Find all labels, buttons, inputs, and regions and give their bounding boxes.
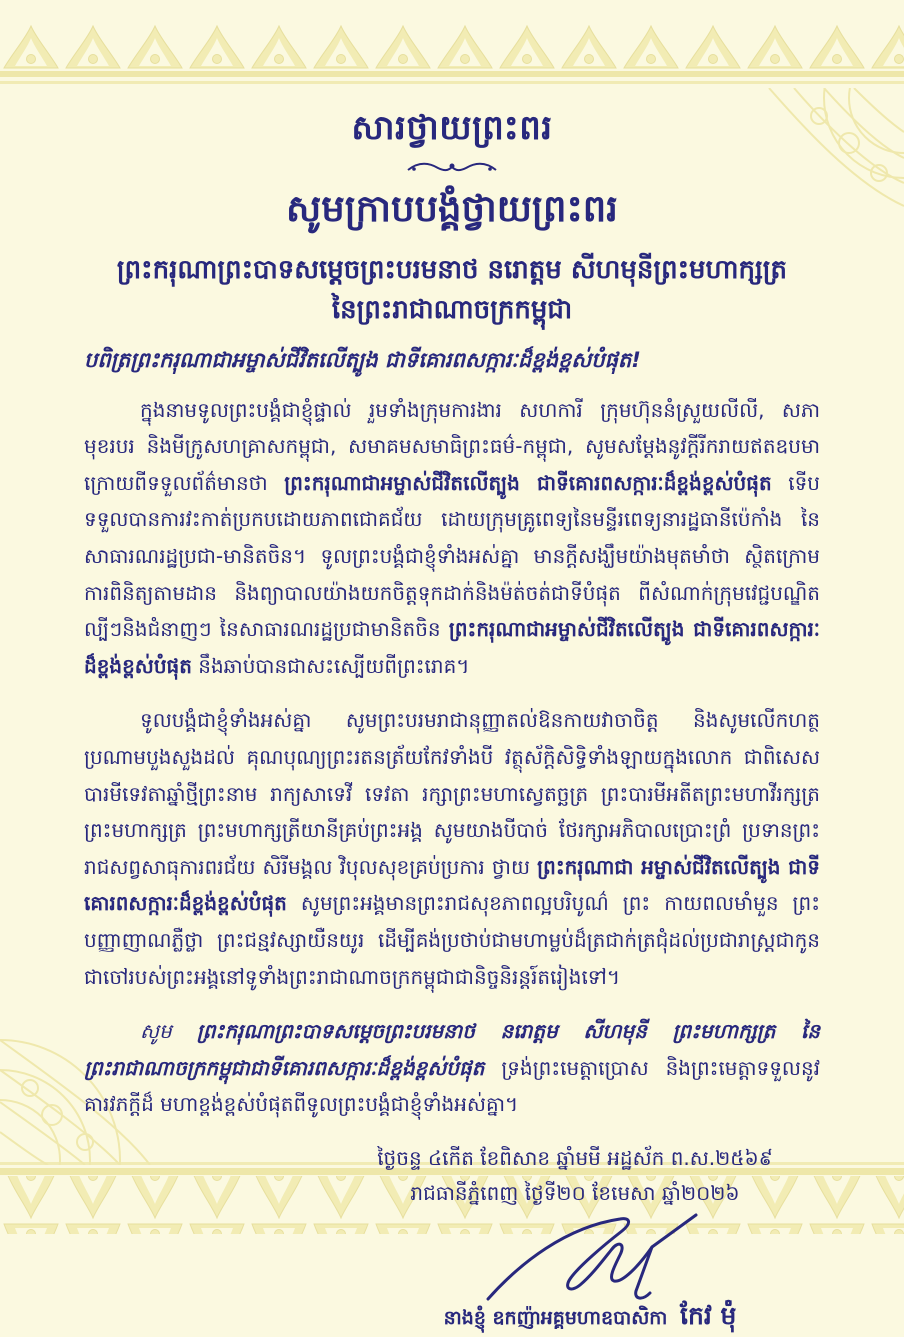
top-ornamental-border bbox=[0, 24, 904, 90]
text-run: ព្រះករុណាជាអម្ចាស់ជីវិតលើត្បូង ជាទីគោរពសក្ការៈដ៏ខ្ពង់ខ្ពស់បំផុត bbox=[84, 617, 820, 678]
gregorian-date-line: រាជធានីភ្នំពេញ ថ្ងៃទី២០ ខែមេសា ឆ្នាំ២០២៦ bbox=[410, 1180, 740, 1205]
secondary-title: សូមក្រាបបង្គំថ្វាយព្រះពរ bbox=[286, 187, 618, 230]
paragraph-2 bbox=[84, 702, 820, 995]
text-run: ទើប ទទួលបានការវះកាត់ប្រកបដោយភាពជោគជ័យ ដោយក្រុមគ្រូពេទ្យនៃមន្ទីរពេទ្យនារដ្ឋធានីប៉េកាំង នៃសាធារណរដ្ឋប្រជា-មានិតចិន។ ទូលព្រះបង្គំជាខ្ញុំទាំងអស់គ្នា មានក្តីសង្ឃឹមយ៉ាងមុតមាំថា ស្ថិតក្រោមការពិនិត្យតាមដាន និងព្យាបាលយ៉ាងយកចិត្តទុកដាក់និងម៉ត់ចត់ជាទីបំផុត ពីសំណាក់ក្រុមវេជ្ជបណ្ឌិតល្បីៗនិងជំនាញៗ នៃសាធារណរដ្ឋប្រជាមានិតចិន bbox=[84, 470, 820, 642]
text-run: ព្រះករុណាព្រះបាទសម្តេចព្រះបរមនាថ នរោត្តម សីហមុនី ព្រះមហាក្សត្រ នៃព្រះរាជាណាចក្រកម្ពុជាជាទីគោរពសក្ការៈដ៏ខ្ពង់ខ្ពស់បំផុត bbox=[84, 1019, 820, 1080]
text-run: ទ្រង់ព្រះមេត្តាប្រោស និងព្រះមេត្តាទទួលនូវគារវភក្តីដ៏ មហាខ្ពង់ខ្ពស់បំផុតពីទូលព្រះបង្គំជាខ្ញុំទាំងអស់គ្នា។ bbox=[84, 1055, 820, 1117]
page-title: សារថ្វាយព្រះពរ bbox=[351, 108, 553, 148]
salutation-line: បពិត្រព្រះករុណាជាអម្ចាស់ជីវិតលើត្បូង ជាទីគោរពសក្ការៈដ៏ខ្ពង់ខ្ពស់បំផុត! bbox=[84, 347, 641, 372]
text-run: ព្រះករុណាជាអម្ចាស់ជីវិតលើត្បូង ជាទីគោរពសក្ការៈដ៏ខ្ពង់ខ្ពស់បំផុត bbox=[284, 470, 772, 495]
signature-block bbox=[380, 1211, 800, 1337]
paragraph-3 bbox=[84, 1013, 820, 1123]
signatory-line bbox=[380, 1301, 800, 1337]
signatory-name: កែវ ម៉ុំ bbox=[680, 1300, 737, 1330]
date-block bbox=[340, 1141, 810, 1211]
flourish-icon bbox=[404, 158, 500, 176]
handwritten-signature-icon bbox=[470, 1211, 710, 1307]
text-run: សូមព្រះអង្គមានព្រះរាជសុខភាពល្អបរិបូណ៌ ព្រះ កាយពលមាំមួន ព្រះបញ្ញាញាណភ្លឺថ្លា ព្រះជន្មវស្សាយឺនយូរ ដើម្បីគង់ប្រថាប់ជាមហាម្លប់ដ៏ត្រជាក់ត្រជុំដល់ប្រជារាស្ត្រជាកូនជាចៅរបស់ព្រះអង្គនៅទូទាំងព្រះរាជាណាចក្រកម្ពុជាជានិច្ចនិរន្តរ៍តរៀងទៅ។ bbox=[84, 891, 820, 989]
text-run: សូម bbox=[140, 1019, 197, 1044]
text-run: ទូលបង្គំជាខ្ញុំទាំងអស់គ្នា សូមព្រះបរមរាជានុញ្ញាតល់ឱនកាយវាចាចិត្ត និងសូមលើកហត្ថប្រណាមបួងសួងដល់ គុណបុណ្យព្រះរតនត្រ័យកែវទាំងបី វត្ថុស័ក្តិសិទ្ធិទាំងឡាយក្នុងលោក ជាពិសេសបារមីទេវតាឆ្នាំថ្មីព្រះនាម រាក្យសាទេវី ទេវតា រក្សាព្រះមហាស្វេតច្ឆត្រ ព្រះបារមីអតីតព្រះមហាវីរក្សត្រ ព្រះមហាក្សត្រ ព្រះមហាក្សត្រីយានីគ្រប់ព្រះអង្គ សូមយាងបីបាច់ ថែរក្សាអភិបាលប្រោះព្រំ ប្រទានព្រះរាជសព្វសាធុការពរជ័យ សិរីមង្គល វិបុលសុខគ្រប់ប្រការ ថ្វាយ bbox=[84, 708, 820, 879]
text-run: នឹងឆាប់បានជាសះស្បើយពីព្រះរោគ។ bbox=[191, 653, 470, 678]
royal-addressee-heading: ព្រះករុណាព្រះបាទសម្តេចព្រះបរមនាថ នរោត្តម សីហមុនីព្រះមហាក្សត្រ នៃព្រះរាជាណាចក្រកម្ពុជា bbox=[116, 255, 788, 326]
text-run: ក្នុងនាមទូលព្រះបង្គំជាខ្ញុំផ្ទាល់ រួមទាំងក្រុមការងារ សហការី ក្រុមហ៊ុននំស្រួយលីលី, សភាមុខរបរ និងមីក្រូសហគ្រាសកម្ពុជា, សមាគមសមាធិព្រះធម៌-កម្ពុជា, សូមសម្តែងនូវក្តីរីករាយឥតឧបមា ក្រោយពីទទួលព័ត៌មានថា bbox=[84, 397, 820, 495]
ornament-divider bbox=[84, 158, 820, 180]
text-run: ព្រះករុណាជា អម្ចាស់ជីវិតលើត្បូង ជាទីគោរពសក្ការៈដ៏ខ្ពង់ខ្ពស់បំផុត bbox=[84, 854, 820, 916]
lunar-date-line: ថ្ងៃចន្ទ ៤កើត ខែពិសាខ ឆ្នាំមមី អដ្ឋស័ក ព.ស.២៥៦៩ bbox=[377, 1145, 773, 1170]
signatory-title: នាងខ្ញុំ ឧកញ៉ាអគ្គមហាឧបាសិកា bbox=[443, 1306, 668, 1329]
paragraph-1 bbox=[84, 392, 820, 685]
letter-body bbox=[84, 92, 820, 1337]
